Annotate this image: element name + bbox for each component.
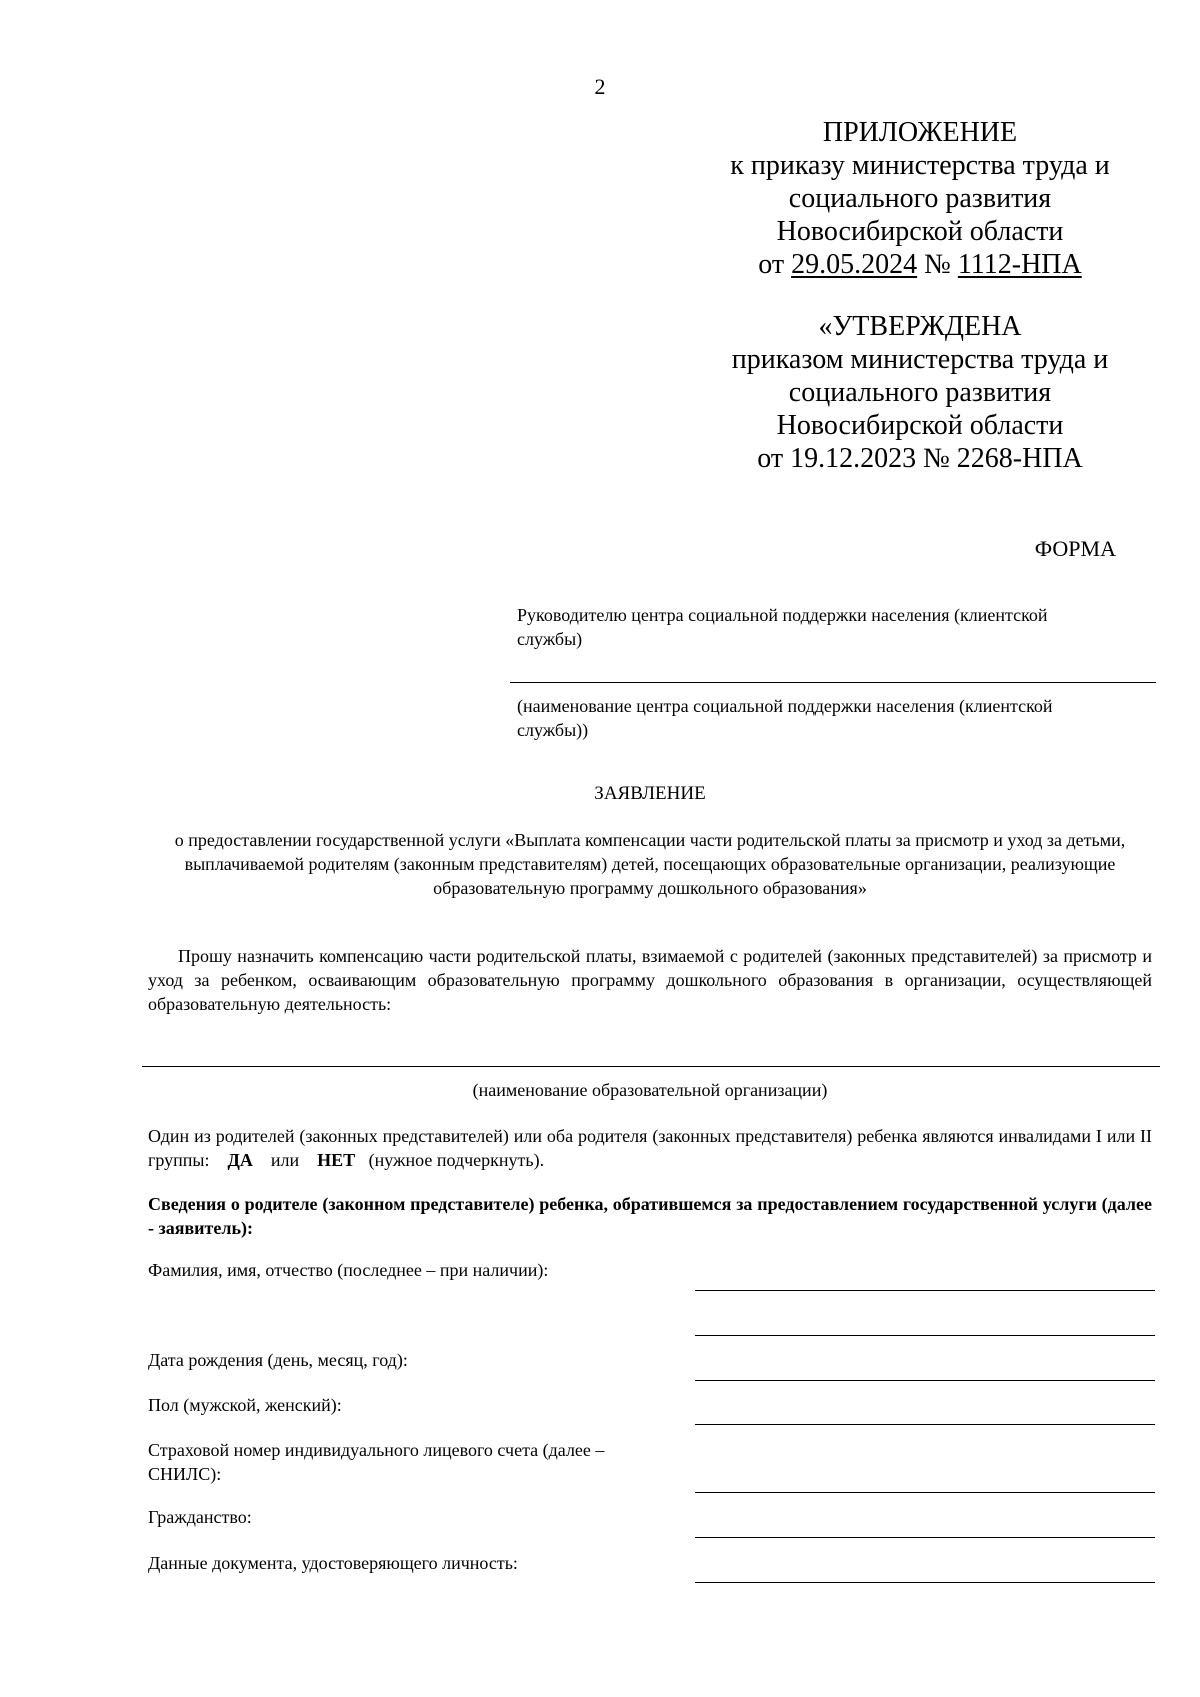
organization-hint: (наименование образовательной организации) — [472, 1080, 828, 1100]
field-label-citizenship: Гражданство: — [148, 1507, 252, 1527]
identity-doc-fill-line[interactable] — [695, 1582, 1155, 1583]
approved-line-4: от 19.12.2023 № 2268-НПА — [757, 443, 1083, 474]
appendix-line-3: Новосибирской области — [776, 216, 1064, 247]
addressee-hint: (наименование центра социальной поддержки населения (клиентской службы)) — [517, 696, 1053, 740]
addressee-text: Руководителю центра социальной поддержки населения (клиентской службы) — [517, 605, 1048, 649]
birth-date-fill-line[interactable] — [695, 1380, 1155, 1381]
approved-line-3: Новосибирской области — [776, 410, 1064, 441]
field-label-sex: Пол (мужской, женский): — [148, 1395, 342, 1415]
full-name-fill-line-1[interactable] — [695, 1290, 1155, 1291]
applicant-section-heading: Сведения о родителе (законном представителе) ребенка, обратившемся за предоставлением государственной услуги (далее - заявитель): — [148, 1194, 1152, 1238]
request-paragraph: Прошу назначить компенсацию части родительской платы, взимаемой с родителей (законных представителей) за присмотр и уход за ребенком, осваивающим образовательную программу дошкольного образования в организации, осуществляющей образовательную деятельность: — [148, 946, 1152, 1014]
appendix-number: 1112-НПА — [957, 249, 1082, 280]
appendix-date-prefix: от — [758, 249, 785, 280]
sex-fill-line[interactable] — [695, 1424, 1155, 1425]
document-title: ЗАЯВЛЕНИЕ — [594, 783, 706, 804]
appendix-title: ПРИЛОЖЕНИЕ — [822, 117, 1018, 148]
document-subtitle: о предоставлении государственной услуги «Выплата компенсации части родительской платы за присмотр и уход за детьми, выплачиваемой родителям (законным представителям) детей, посещающих образовательные организации, реализующие образовательную программу дошкольного образования» — [174, 830, 1126, 898]
disability-note: (нужное подчеркнуть). — [368, 1150, 545, 1170]
form-label: ФОРМА — [1034, 536, 1116, 561]
approved-line-1: приказом министерства труда и — [731, 344, 1109, 375]
disability-text: Один из родителей (законных представителей) или оба родителя (законных представителя) ребенка являются инвалидами I или II группы: — [148, 1126, 1152, 1170]
approved-line-2: социального развития — [788, 377, 1052, 408]
option-no[interactable]: НЕТ — [317, 1150, 356, 1170]
field-label-identity-doc: Данные документа, удостоверяющего личность: — [148, 1553, 518, 1573]
addressee-fill-line[interactable] — [510, 682, 1156, 683]
field-label-birth-date: Дата рождения (день, месяц, год): — [148, 1350, 408, 1370]
citizenship-fill-line[interactable] — [695, 1537, 1155, 1538]
organization-fill-line[interactable] — [142, 1066, 1160, 1067]
page-number: 2 — [594, 74, 606, 99]
appendix-line-2: социального развития — [788, 183, 1052, 214]
full-name-fill-line-2[interactable] — [695, 1335, 1155, 1336]
approved-block — [640, 310, 1200, 475]
snils-fill-line[interactable] — [695, 1492, 1155, 1493]
field-label-snils: Страховой номер индивидуального лицевого счета (далее – СНИЛС): — [148, 1440, 605, 1484]
approved-title: «УТВЕРЖДЕНА — [818, 311, 1022, 342]
option-yes[interactable]: ДА — [227, 1150, 253, 1170]
option-or: или — [270, 1150, 300, 1170]
appendix-number-sign: № — [924, 249, 951, 280]
field-label-full-name: Фамилия, имя, отчество (последнее – при наличии): — [148, 1260, 549, 1280]
appendix-line-1: к приказу министерства труда и — [730, 150, 1110, 181]
appendix-date-line — [640, 248, 1200, 281]
disability-paragraph — [148, 1124, 1152, 1172]
appendix-block — [640, 116, 1200, 281]
appendix-date: 29.05.2024 — [791, 249, 918, 280]
